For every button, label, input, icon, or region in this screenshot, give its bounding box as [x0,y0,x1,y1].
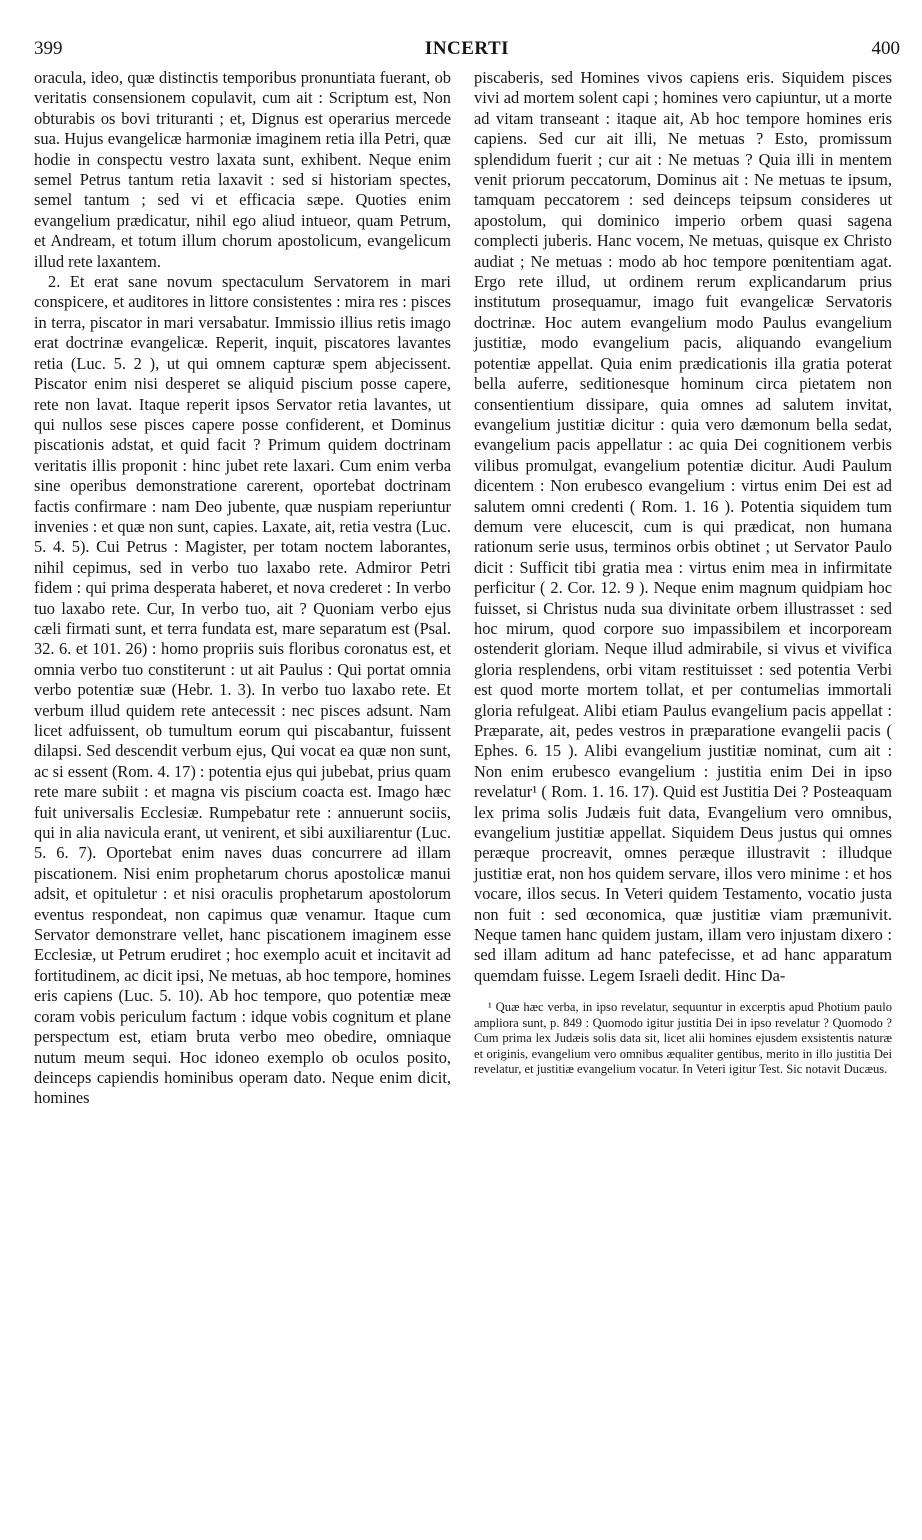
right-column [474,68,892,1090]
footnote: ¹ Quæ hæc verba, in ipso revelatur, sequuntur in excerptis apud Photium paulo ampliora sunt, p. 849 : Quomodo igitur justitia Dei in ipso revelatur ? Quomodo ? Cum prima lex Judæis solis data sit, licet alii homines ejusdem exsistentis naturæ et originis, evangelium vero omnibus æqualiter gentibus, merito in illo justitia Dei revelatur, et justitiæ evangelium vocatur. In Veteri igitur Test. Sic notavit Ducæus. [474,1000,892,1076]
right-paragraph-1: piscaberis, sed Homines vivos capiens eris. Siquidem pisces vivi ad mortem solent capi ; homines vero capiuntur, ut a morte ad vitam transeant : itaque ait, Ab hoc tempore homines eris capiens. Sed cur ait illi, Ne metuas ? Esto, promissum splendidum fuerit ; cur ait : Ne metuas ? Quia illi in mentem venit priorum peccatorum, Dominus ait : Ne metuas te ipsum, tamquam peccatorem : sed deinceps teipsum consideres ut apostolum, qui dominico imperio orbem quasi sagena complecti juberis. Hanc vocem, Ne metuas, quisque ex Christo audiat ; Ne metuas : modo ab hoc tempore pœnitentiam agat. Ergo rete illud, ut ordinem rerum explicandarum prius institutum prosequamur, imago fuit evangelicæ Servatoris doctrinæ. Hoc autem evangelium modo Paulus evangelium justitiæ, modo evangelium pacis, aliquando evangelium potentiæ appellat. Quia enim prædicationis illa gratia poterat bella auferre, seditionesque hominum circa pietatem non consentientium dissipare, quia omnes ad salutem invitat, evangelium justitiæ dicitur : quia vero dæmonum bella sedat, evangelium pacis appellatur : ac quia Dei cognitionem verbis vilibus promulgat, evangelium potentiæ dicitur. Audi Paulum dicentem : Non erubesco evangelium : virtus enim Dei est ad salutem omni credenti ( Rom. 1. 16 ). Potentia siquidem tum demum vere elucescit, cum is qui prædicat, non humana rationum serie usus, terminos orbis obtinet ; ut Servator Paulo dicit : Sufficit tibi gratia mea : virtus enim mea in infirmitate perficitur ( 2. Cor. 12. 9 ). Neque enim magnum quidpiam hoc fuisset, si Christus nuda sua divinitate orbem illustrasset : sed hoc mirum, quod corpore suo impassibilem et incorpoream ostenderit gloriam. Neque illud admirabile, si vivus et vivifica gloria resplendens, orbi vitam restituisset : sed potentia Verbi est quod morte mortem tollat, et per contumelias immortali gloria refulgeat. Alibi etiam Paulus evangelium pacis appellat : Præparate, ait, pedes vestros in præparatione evangelii pacis ( Ephes. 6. 15 ). Alibi evangelium justitiæ nominat, cum ait : Non enim erubesco evangelium : justitia enim Dei in ipso revelatur¹ ( Rom. 1. 16. 17). Quid est Justitia Dei ? Posteaquam lex prima solis Judæis fuit data, Evangelium vero omnibus, evangelium justitiæ appellat. Siquidem Deus justus qui omnes peræque procreavit, omnes peræque illustravit : illudque justitiæ erat, non hos quidem servare, illos vero minime : et hos vocare, illos secus. In Veteri quidem Testamento, vocatio justa non fuit : sed œconomica, quæ justitiæ viam præmunivit. Neque tamen hanc quidem justam, illam vero injustam dixero : sed illam aditum ad hanc patefecisse, et ad hanc apparatum quemdam fuisse. Legem Israeli dedit. Hinc Da- [474,68,892,985]
page-number-left: 399 [34,38,63,59]
running-title: INCERTI [424,38,510,59]
left-column [34,68,451,1109]
left-paragraph-2: 2. Et erat sane novum spectaculum Servatorem in mari conspicere, et auditores in littore consistentes : mira res : pisces in terra, piscator in mari versabatur. Immissio illius retis imago erat doctrinæ evangelicæ. Reperit, inquit, piscatores lavantes retia (Luc. 5. 2 ), ut qui omnem capturæ spem abjecissent. Piscator enim nisi desperet se aliquid piscium posse capere, rete non lavat. Itaque reperit ipsos Servator retia lavantes, ut qui nullos sese pisces capere posse confiderent, et Dominus piscationis adstat, et quid facit ? Primum quidem doctrinam veritatis illis proponit : hinc jubet rete laxari. Cum enim verba sine operibus demonstratione carerent, oportebat doctrinam factis confirmare : nam Deo jubente, quæ nuspiam reperiuntur invenies : et quæ non sunt, capies. Laxate, ait, retia vestra (Luc. 5. 4. 5). Cui Petrus : Magister, per totam noctem laborantes, nihil cepimus, sed in verbo tuo laxabo rete. Admiror Petri fidem : qui prima desperata haberet, et nova crederet : In verbo tuo laxabo rete. Cur, In verbo tuo, ait ? Quoniam verbo ejus cæli firmati sunt, et terra fundata est, mare separatum est (Psal. 32. 6. et 101. 26) : homo propriis suis floribus coronatus est, et omnia verbo tuo constiterunt : ut ait Paulus : Qui portat omnia verbo potentiæ suæ (Hebr. 1. 3). In verbo tuo laxabo rete. Et verbum illud quidem rete antecessit : nec pisces adsunt. Nam licet adfuissent, ob tumultum eorum qui piscabantur, fuissent dilapsi. Sed descendit verbum ejus, Qui vocat ea quæ non sunt, ac si essent (Rom. 4. 17) : potentia ejus qui jubebat, prius quam rete mare subiit : et magna vis piscium coacta est. Imago hæc fuit universalis Ecclesiæ. Rumpebatur rete : annuerunt sociis, qui in alia navicula erant, ut venirent, et sibi auxiliarentur (Luc. 5. 6. 7). Oportebat enim naves duas concurrere ad illam piscationem. Nisi enim prophetarum chorus apostolicæ manui adsit, et opituletur : et nisi oraculis prophetarum apostolorum eventus respondeat, non capimus quæ venamur. Itaque cum Servator demonstrare vellet, hanc piscationem imaginem esse Ecclesiæ, ut Petrum erudiret ; hoc exemplo acuit et incitavit ad fortitudinem, ac dicit ipsi, Ne metuas, ab hoc tempore, homines eris capiens (Luc. 5. 10). Ab hoc tempore, quo potentiæ meæ coram vobis periculum factum : idque vobis cognitum et plane perspectum est, etiam bruta verbo meo obedire, omniaque nutum meum sequi. Hoc idoneo exemplo ob oculos posito, deinceps capiendis hominibus operam dato. Neque enim dicit, homines [34,272,451,1108]
page-number-right: 400 [871,38,900,59]
left-paragraph-1: oracula, ideo, quæ distinctis temporibus pronuntiata fuerant, ob veritatis consensionem copulavit, cum ait : Scriptum est, Non obturabis os bovi trituranti ; et, Dignus est operarius mercede sua. Hujus evangelicæ harmoniæ imaginem retia illa Petri, quæ hodie in conspectu vestro laxata sunt, exhibent. Neque enim semel Petrus tantum retia laxavit : sed si historiam spectes, semel tantum ; sed vi et efficacia sæpe. Quoties enim evangelium prædicatur, nihil ego aliud intueor, quam Petrum, et Andream, et totum illum chorum apostolicum, evangelicum illud rete laxantem. [34,68,451,271]
page-header [34,36,900,62]
